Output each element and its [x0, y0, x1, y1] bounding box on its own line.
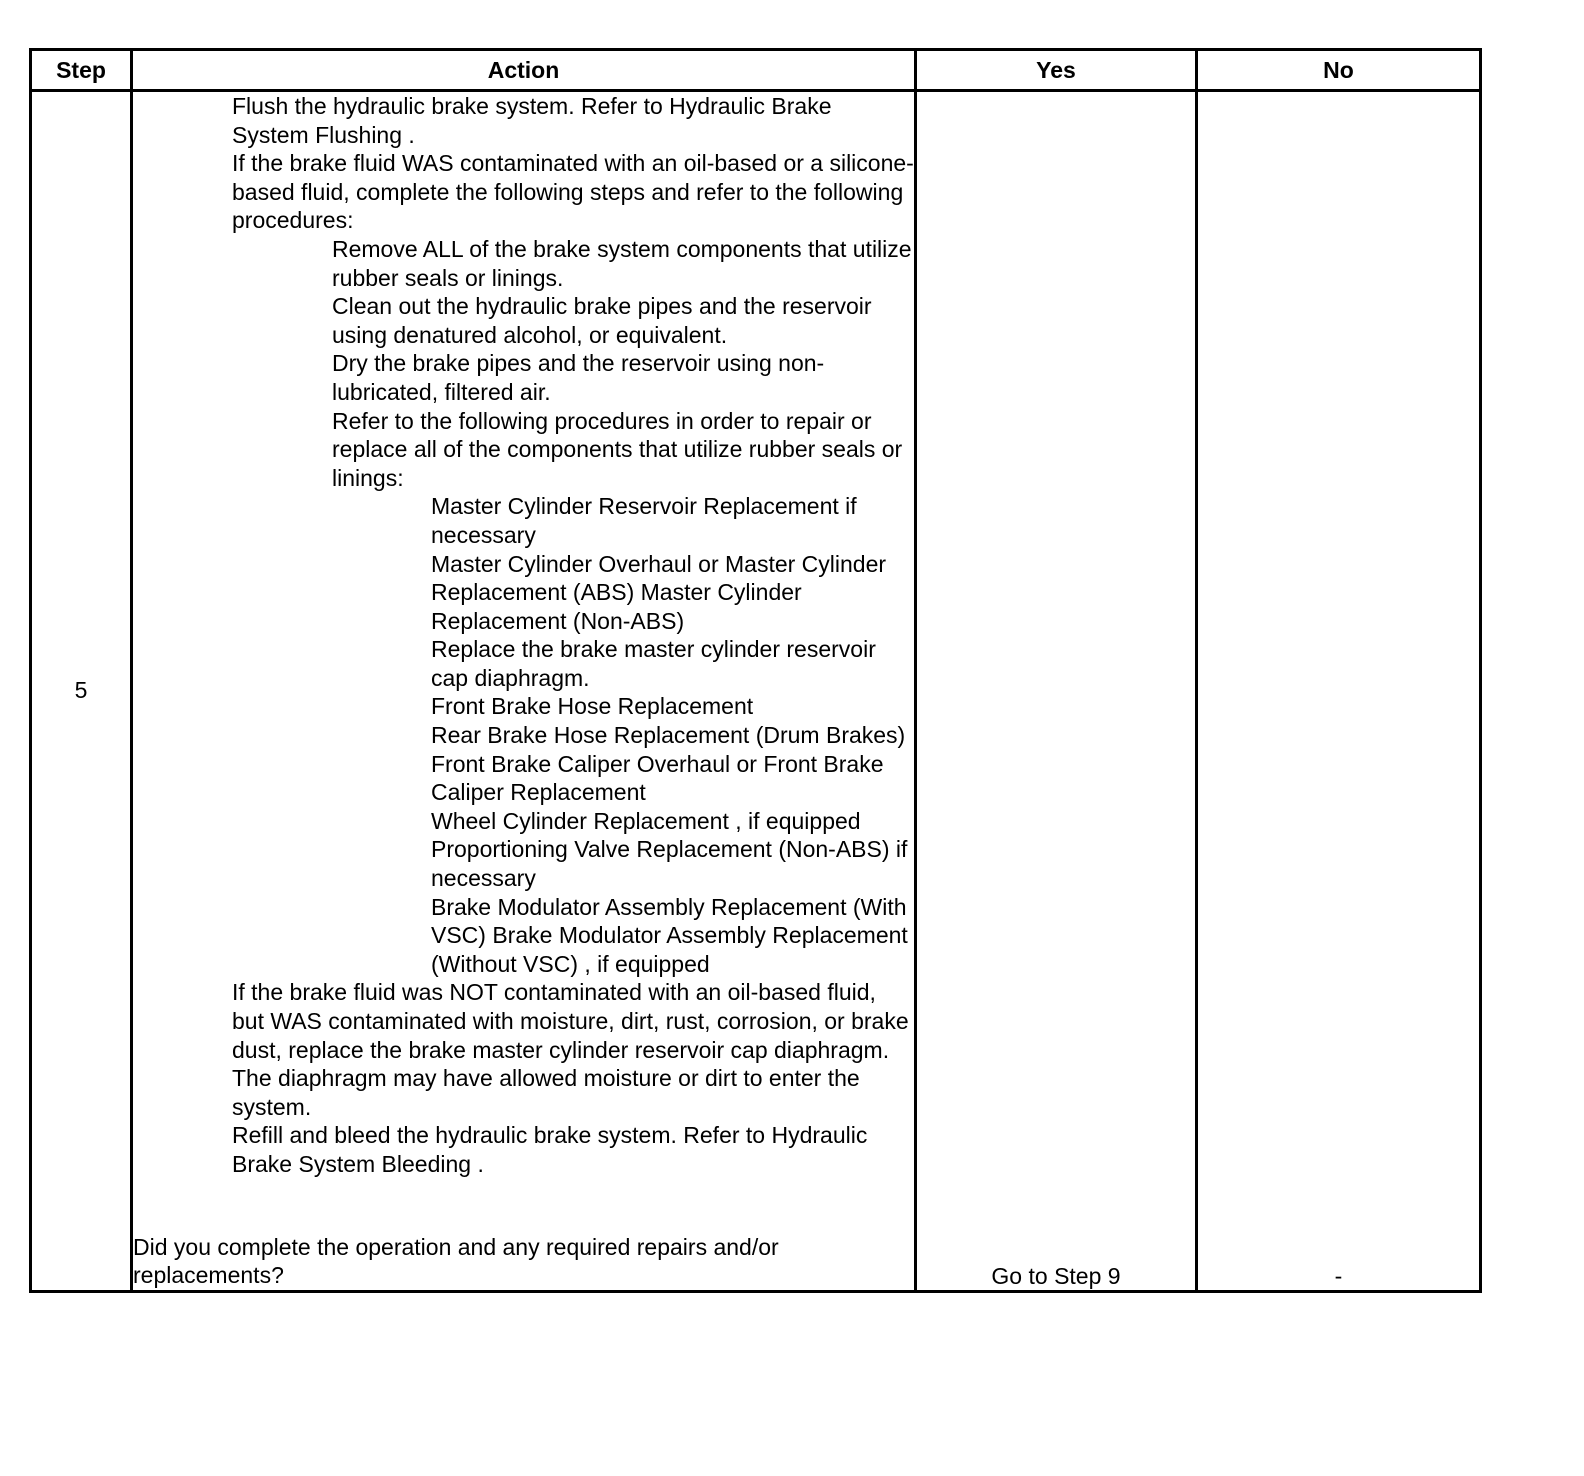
header-action: Action — [132, 50, 916, 91]
action-step-line: Master Cylinder Overhaul or Master Cylinder Replacement (ABS) Master Cylinder Replacement (Non-ABS) — [431, 550, 887, 634]
table-row — [31, 91, 1481, 1292]
action-step-line: Clean out the hydraulic brake pipes and the reservoir using denatured alcohol, or equivalent. — [332, 293, 872, 348]
action-step-line: Front Brake Caliper Overhaul or Front Brake Caliper Replacement — [431, 750, 884, 806]
procedure-table — [29, 48, 1482, 1293]
step-number: 5 — [31, 91, 132, 1292]
action-step-line: Proportioning Valve Replacement (Non-ABS) if necessary — [431, 836, 908, 892]
action-question: Did you complete the operation and any required repairs and/or replacements? — [133, 1233, 779, 1289]
action-step-line: Replace the brake master cylinder reservoir cap diaphragm. — [431, 636, 876, 691]
header-row — [31, 50, 1481, 91]
action-steps — [133, 92, 914, 1179]
action-step-line: Flush the hydraulic brake system. Refer to Hydraulic Brake System Flushing . — [232, 93, 832, 148]
action-step-line: Master Cylinder Reservoir Replacement if necessary — [431, 493, 857, 548]
header-yes: Yes — [916, 50, 1197, 91]
header-no: No — [1197, 50, 1481, 91]
action-step-line: If the brake fluid WAS contaminated with an oil-based or a silicone-based fluid, complete the following steps and refer to the following procedures: — [232, 150, 914, 234]
yes-result: Go to Step 9 — [916, 91, 1197, 1292]
action-cell — [132, 91, 916, 1292]
header-step: Step — [31, 50, 132, 91]
action-step-line: Wheel Cylinder Replacement , if equipped — [431, 807, 861, 834]
action-step-line: Remove ALL of the brake system components that utilize rubber seals or linings. — [332, 235, 912, 291]
action-step-line: Refill and bleed the hydraulic brake system. Refer to Hydraulic Brake System Bleeding . — [232, 1122, 868, 1177]
no-result: - — [1197, 91, 1481, 1292]
action-step-line: Brake Modulator Assembly Replacement (With VSC) Brake Modulator Assembly Replacement (Without VSC) , if equipped — [431, 893, 908, 977]
action-step-line: Dry the brake pipes and the reservoir using non-lubricated, filtered air. — [332, 350, 825, 405]
action-step-line: If the brake fluid was NOT contaminated with an oil-based fluid, but WAS contaminated with moisture, dirt, rust, corrosion, or brake dust, replace the brake master cylinder reservoir cap diaphragm. The diaphragm may have allowed moisture or dirt to enter the system. — [232, 979, 909, 1120]
action-step-line: Front Brake Hose Replacement — [431, 693, 754, 720]
action-step-line: Rear Brake Hose Replacement (Drum Brakes) — [431, 722, 906, 749]
action-step-line: Refer to the following procedures in order to repair or replace all of the components that utilize rubber seals or linings: — [332, 407, 903, 491]
